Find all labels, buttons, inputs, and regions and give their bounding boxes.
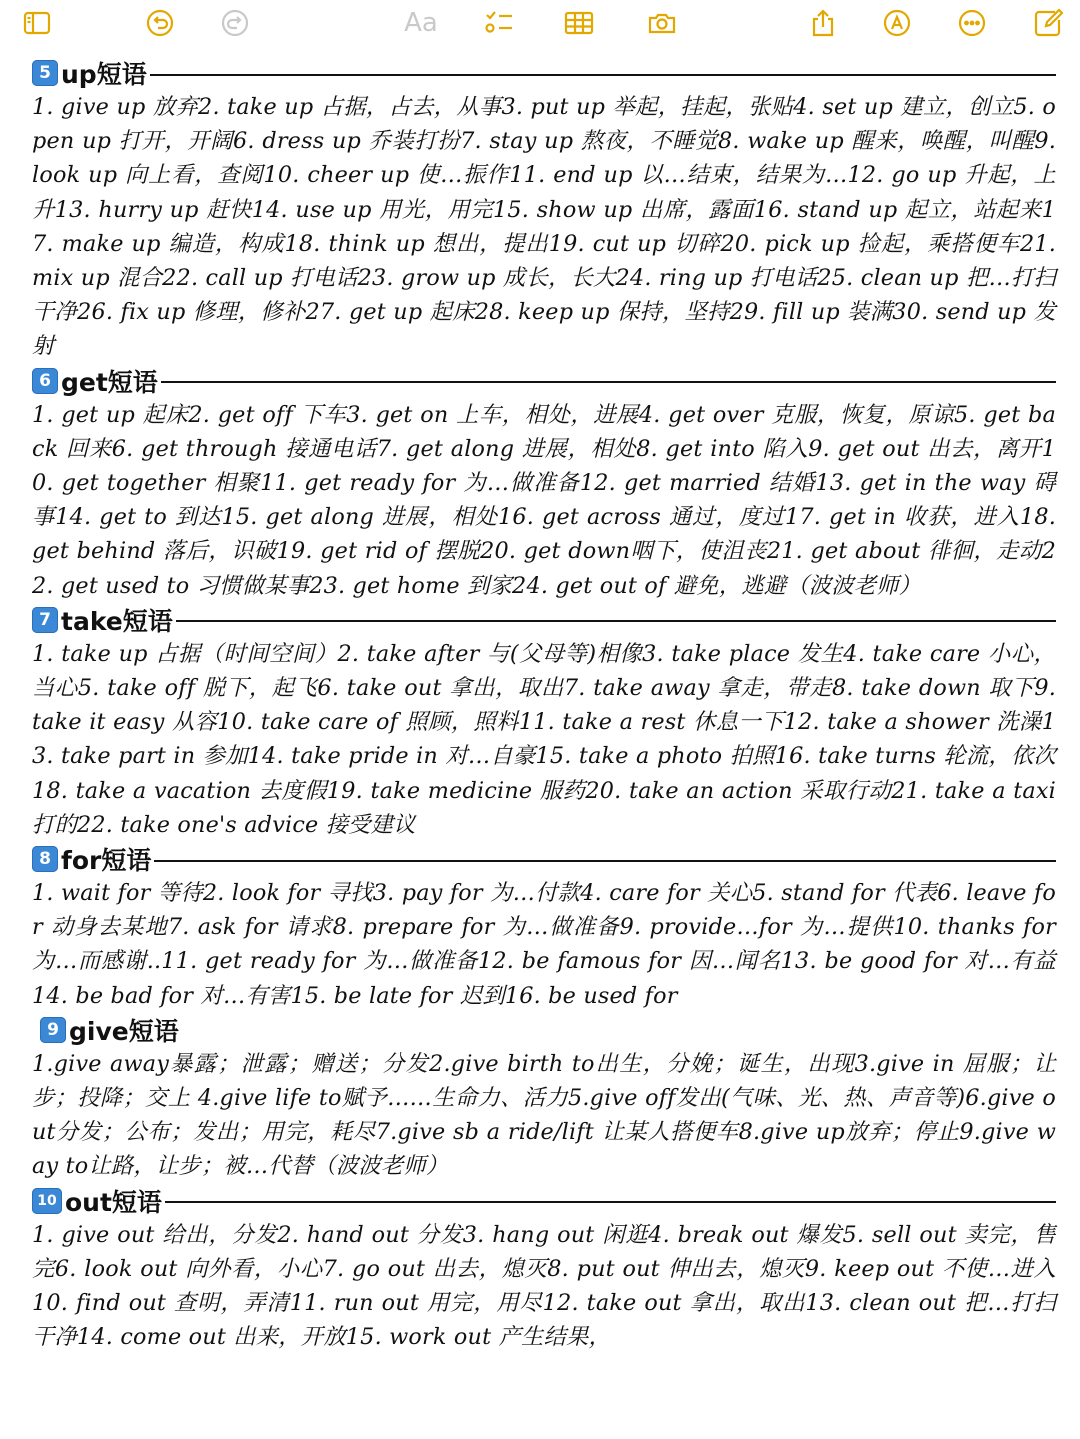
more-icon[interactable] <box>955 6 989 40</box>
phrase-list: 1. give out 给出，分发2. hand out 分发3. hang out 闲逛4. break out 爆发5. sell out 卖完，售完6. look out 向外看，小心7. go out 出去，熄灭8. put out 伸出去，熄灭9. keep out 不使…进入10. find out 查明，弄清11. run out 用完，用尽12. take out 拿出，取出13. clean out 把…打扫干净14. come out 出来，开放15. work out 产生结果， <box>32 1221 1056 1351</box>
section-give <box>32 1013 1056 1184</box>
section-title: up短语 <box>61 60 147 89</box>
section-title: take短语 <box>61 606 173 636</box>
section-for <box>32 842 1056 1013</box>
heading-rule <box>165 1201 1056 1203</box>
section-take <box>32 603 1056 842</box>
number-badge: 10 <box>32 1188 62 1214</box>
number-badge: 9 <box>40 1017 66 1043</box>
compose-icon[interactable] <box>1031 6 1065 40</box>
section-heading <box>32 1013 1056 1047</box>
markup-pen-icon[interactable] <box>880 6 914 40</box>
heading-rule <box>161 381 1056 383</box>
section-heading <box>32 1184 1056 1218</box>
number-badge: 7 <box>32 607 58 633</box>
section-title: give短语 <box>69 1016 179 1046</box>
section-heading <box>32 56 1056 90</box>
sidebar-icon[interactable] <box>20 6 54 40</box>
phrase-list: 1. take up 占据（时间空间）2. take after 与(父母等)相像3. take place 发生4. take care 小心，当心5. take off 脱下，起飞6. take out 拿出，取出7. take away 拿走，带走8. take down 取下9. take it easy 从容10. take care of 照顾，照料11. take a rest 休息一下12. take a shower 洗澡13. take part in 参加14. take pride in 对…自豪15. take a photo 拍照16. take turns 轮流，依次18. take a vacation 去度假19. take medicine 服药20. take an action 采取行动21. take a taxi 打的22. take one's advice 接受建议 <box>32 640 1056 838</box>
checklist-icon[interactable] <box>482 6 516 40</box>
section-title: out短语 <box>65 1187 162 1217</box>
heading-rule <box>150 74 1056 76</box>
number-badge: 6 <box>32 368 58 394</box>
share-icon[interactable] <box>806 6 840 40</box>
table-icon[interactable] <box>562 6 596 40</box>
section-up <box>32 56 1056 364</box>
number-badge: 5 <box>32 60 58 86</box>
section-out <box>32 1184 1056 1355</box>
undo-icon[interactable] <box>143 6 177 40</box>
notes-toolbar <box>0 0 1080 48</box>
section-heading <box>32 842 1056 876</box>
phrase-list: 1. wait for 等待2. look for 寻找3. pay for 为…付款4. care for 关心5. stand for 代表6. leave for 动身去某地7. ask for 请求8. prepare for 为…做准备9. provide…for 为…提供10. thanks for 为…而感谢..11. get ready for 为…做准备12. be famous for 因…闻名13. be good for 对…有益14. be bad for 对…有害15. be late for 迟到16. be used for <box>32 880 1056 1009</box>
camera-icon[interactable] <box>645 6 679 40</box>
number-badge: 8 <box>32 846 58 872</box>
heading-rule <box>154 860 1056 862</box>
note-body[interactable] <box>32 56 1056 1355</box>
section-title: get短语 <box>61 367 158 397</box>
phrase-list: 1. get up 起床2. get off 下车3. get on 上车，相处，进展4. get over 克服，恢复，原谅5. get back 回来6. get through 接通电话7. get along 进展，相处8. get into 陷入9. get out 出去，离开10. get together 相聚11. get ready for 为…做准备12. get married 结婚13. get in the way 碍事14. get to 到达15. get along 进展，相处16. get across 通过，度过17. get in 收获，进入18. get behind 落后，识破19. get rid of 摆脱20. get down咽下，使沮丧21. get about 徘徊，走动22. get used to 习惯做某事23. get home 到家24. get out of 避免，逃避（波波老师） <box>32 401 1056 599</box>
section-heading <box>32 364 1056 398</box>
section-heading <box>32 603 1056 637</box>
heading-rule <box>176 620 1056 622</box>
text-format-icon[interactable]: Aa <box>404 8 438 38</box>
phrase-list: 1. give up 放弃2. take up 占据，占去，从事3. put up 举起，挂起，张贴4. set up 建立，创立5. open up 打开，开阔6. dress up 乔装打扮7. stay up 熬夜，不睡觉8. wake up 醒来，唤醒，叫醒9. look up 向上看，查阅10. cheer up 使…振作11. end up 以…结束，结果为…12. go up 升起，上升13. hurry up 赶快14. use up 用光，用完15. show up 出席，露面16. stand up 起立，站起来17. make up 编造，构成18. think up 想出，提出19. cut up 切碎20. pick up 捡起，乘搭便车21. mix up 混合22. call up 打电话23. grow up 成长，长大24. ring up 打电话25. clean up 把…打扫干净26. fix up 修理，修补27. get up 起床28. keep up 保持，坚持29. fill up 装满30. send up 发射 <box>32 94 1056 360</box>
redo-icon[interactable] <box>218 6 252 40</box>
section-get <box>32 364 1056 603</box>
section-title: for短语 <box>61 846 152 876</box>
phrase-list: 1.give away暴露；泄露；赠送；分发2.give birth to出生，分娩；诞生，出现3.give in 屈服；让步；投降；交上 4.give life to赋予……生命力、活力5.give off发出(气味、光、热、声音等)6.give out分发；公布；发出；用完，耗尽7.give sb a ride/lift 让某人搭便车8.give up放弃；停止9.give way to让路，让步；被…代替（波波老师） <box>32 1050 1056 1180</box>
